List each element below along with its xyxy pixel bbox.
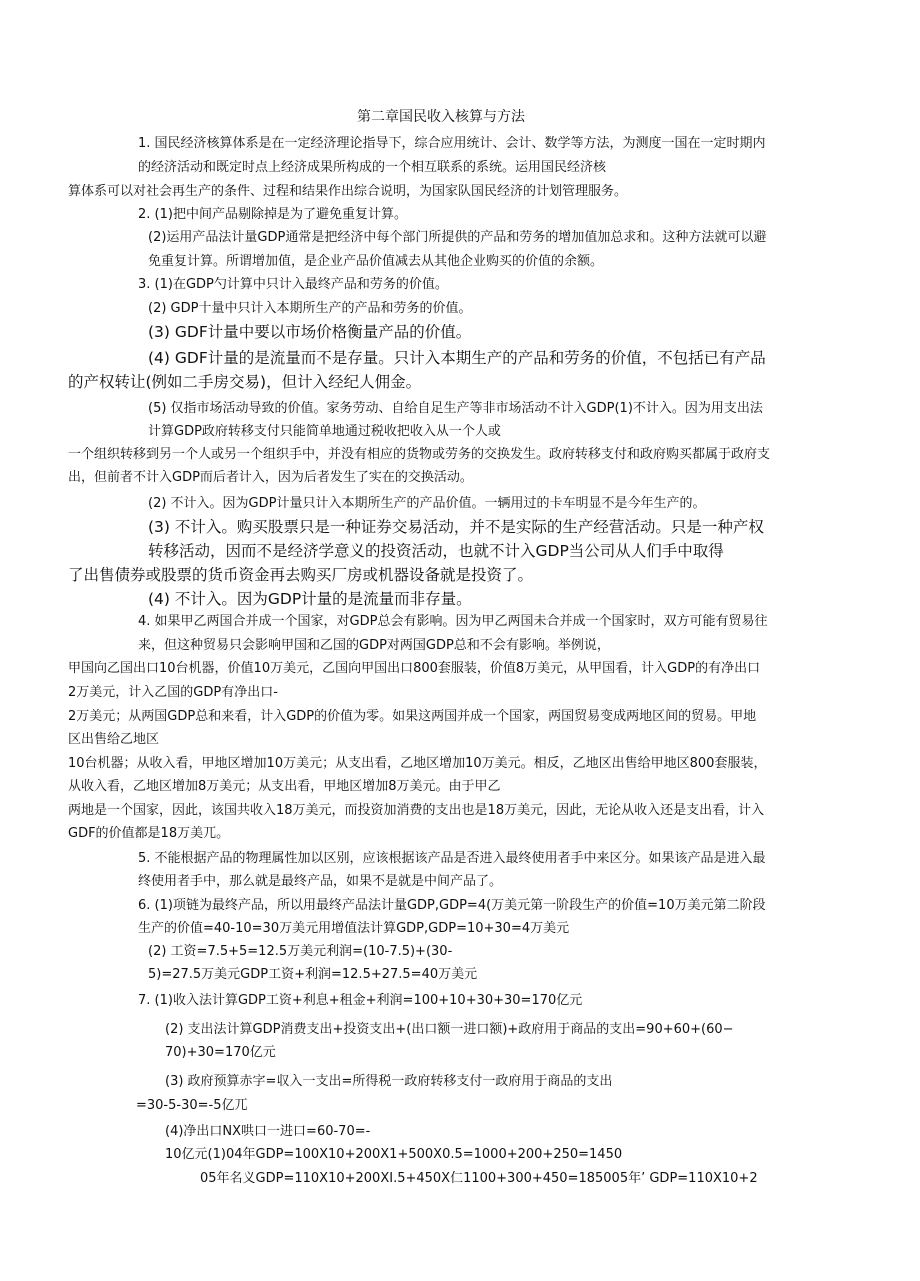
text-line: 10台机器；从收入看，甲地区增加10万美元；从支出看，乙地区增加10万美元。相反，乙地区出售给甲地区800套服装， (68, 756, 767, 771)
text-line: (3) 政府预算赤字=収入一支出=所得税一政府转移支付一政府用于商品的支出 (165, 1074, 613, 1089)
text-line: 5. 不能根据产品的物理属性加以区别，应该根据该产品是否进入最终使用者手中来区分。如果该产品是进入最 (138, 851, 766, 866)
text-line: (2) 支出法计算GDP消费支出+投资支出+(出口额一进口额)+政府用于商品的支出=90+60+(60− (165, 1022, 734, 1037)
text-line: (2) 不计入。因为GDP计量只计入本期所生产的产品价值。一辆用过的卡车明显不是今年生产的。 (148, 496, 706, 511)
text-line: (2) GDP十量中只计入本期所生产的产品和劳务的价值。 (148, 301, 472, 316)
text-line: 7. (1)收入法计算GDP工资+利息+租金+利润=100+10+30+30=170亿元 (138, 993, 583, 1008)
text-line: 来，但这种贸易只会影响甲国和乙国的GDP对两国GDP总和不会有影响。举例说， (138, 638, 610, 653)
text-line: (4) 不计入。因为GDP计量的是流量而非存量。 (148, 590, 472, 608)
text-line: 4. 如果甲乙两国合并成一个国家，对GDP总会有影响。因为甲乙两国未合并成一个国家时，双方可能有贸易往 (138, 614, 768, 629)
text-line: 终使用者手中，那么就是最终产品，如果不是就是中间产品了。 (138, 874, 503, 889)
text-line: (5) 仅指市场活动导致的价值。家务劳动、自给自足生产等非市场活动不计入GDP(1)不计入。因为用支出法 (148, 401, 763, 416)
text-line: 了出售债券或股票的货币资金再去购买厂房或机器设备就是投资了。 (68, 566, 534, 584)
text-line: 2. (1)把中间产品剔除掉是为了避免重复计算。 (138, 207, 407, 222)
text-line: 免重复计算。所谓增加值，是企业产品价值减去从其他企业购买的价值的余额。 (148, 254, 604, 269)
chapter-title: 第二章国民收入核算与方法 (357, 109, 525, 125)
text-line: (3) GDF计量中要以市场价格衡量产品的价值。 (148, 323, 472, 341)
text-line: 1. 国民经济核算体系是在一定经济理论指导下，综合应用统计、会计、数学等方法，为测度一国在一定时期内 (138, 136, 766, 151)
text-line: =30-5-30=-5亿兀 (136, 1098, 248, 1113)
text-line: 70)+30=170亿元 (165, 1045, 276, 1060)
text-line: 两地是一个国家，因此，该国共收入18万美元，而投资加消费的支出也是18万美元，因此，无论从收入还是支出看，计入 (68, 803, 765, 818)
text-line: 区出售给乙地区 (68, 732, 160, 747)
text-line: 计算GDP政府转移支付只能简单地通过税收把收入从一个人或 (148, 424, 501, 439)
text-line: (2)运用产品法计量GDP通常是把经济中每个部门所提供的产品和劳务的增加值加总求和。这种方法就可以避 (148, 230, 767, 245)
text-line: 转移活动，因而不是经济学意义的投资活动，也就不计入GDP当公司从人们手中取得 (148, 542, 724, 560)
text-line: (4)净出口NX哄口一进口=60-70=- (165, 1124, 371, 1139)
text-line: 的产权转让(例如二手房交易)，但计入经纪人佣金。 (68, 373, 422, 391)
text-line: (4) GDF计量的是流量而不是存量。只计入本期生产的产品和劳务的价值，不包括已有产品 (148, 349, 766, 367)
text-line: 2万美元，计入乙国的GDP有净出口- (68, 685, 278, 700)
text-line: 一个组织转移到另一个人或另一个组织手中，并没有相应的货物或劳务的交换发生。政府转移支付和政府购买都属于政府支 (68, 447, 771, 462)
text-line: 10亿元(1)04年GDP=100X10+200X1+500X0.5=1000+200+250=1450 (165, 1147, 623, 1162)
text-line: 5)=27.5万美元GDP工资+利润=12.5+27.5=40万美元 (148, 967, 478, 982)
text-line: GDF的价值都是18万美兀。 (68, 826, 230, 841)
text-line: 算体系可以对社会再生产的条件、过程和结果作出综合说明，为国家队国民经济的计划管理服务。 (68, 184, 628, 199)
text-line: 2万美元；从两国GDP总和来看，计入GDP的价值为零。如果这两国并成一个国家，两国贸易变成两地区间的贸易。甲地 (68, 709, 757, 724)
text-line: 生产的价值=40-10=30万美元用增值法计算GDP,GDP=10+30=4万美元 (138, 921, 570, 936)
text-line: (3) 不计入。购买股票只是一种证券交易活动，并不是实际的生产经营活动。只是一种产权 (148, 518, 764, 536)
text-line: 的经济活动和既定时点上经济成果所构成的一个相互联系的系统。运用国民经济核 (138, 160, 607, 175)
text-line: 05年名义GDP=110X10+200XI.5+450X仁1100+300+450=185005年’ GDP=110X10+2 (200, 1171, 758, 1186)
text-line: 6. (1)项链为最终产品，所以用最终产品法计量GDP,GDP=4(万美元第一阶段生产的价值=10万美元第二阶段 (138, 898, 766, 913)
text-line: 甲国向乙国出口10台机器，价值10万美元，乙国向甲国出口800套服装，价值8万美元，从甲国看，计入GDP的有净出口 (68, 661, 761, 676)
text-line: 从收入看，乙地区增加8万美元；从支出看，甲地区增加8万美元。由于甲乙 (68, 779, 501, 794)
text-line: 出，但前者不计入GDP而后者计入，因为后者发生了实在的交换活动。 (68, 470, 473, 485)
text-line: 3. (1)在GDP勺计算中只计入最终产品和劳务的价值。 (138, 277, 448, 292)
text-line: (2) 工资=7.5+5=12.5万美元利润=(10-7.5)+(30- (148, 944, 453, 959)
